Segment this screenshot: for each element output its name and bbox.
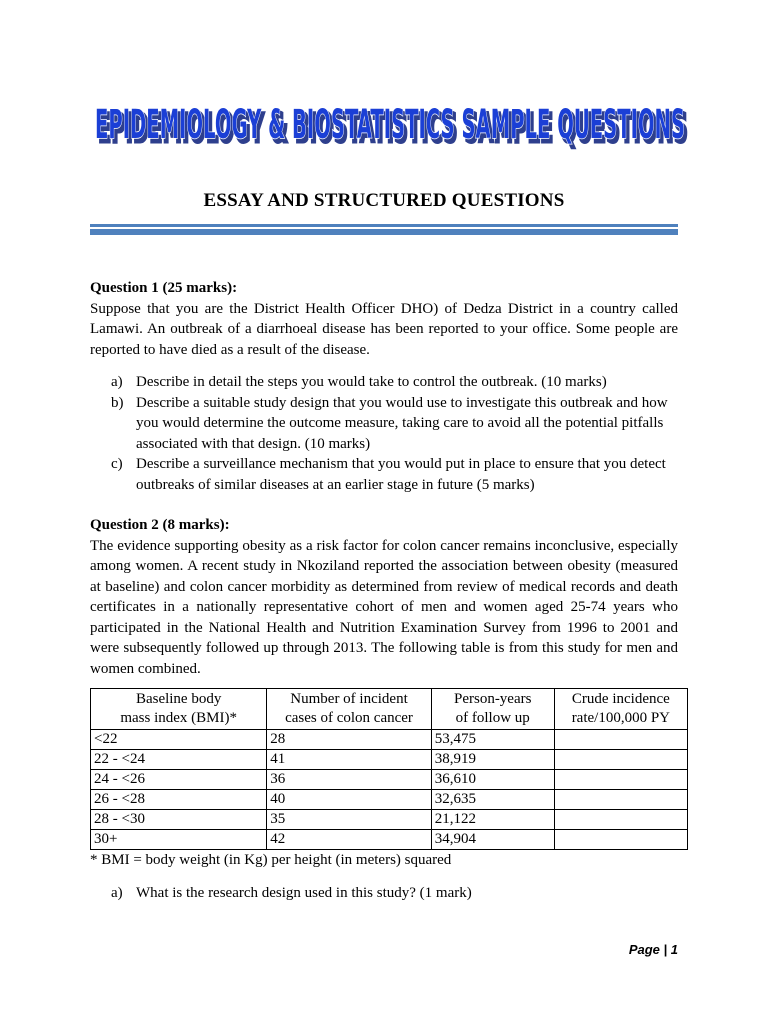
table-row [91, 830, 688, 850]
bmi-table [90, 688, 688, 850]
part-text: Describe a suitable study design that you would use to investigate this outbreak and how you would determine the outcome measure, taking care to avoid all the potential pitfalls associated with that design. (10 marks) [136, 394, 668, 452]
cell-cases: 36 [267, 770, 431, 790]
question-1 [90, 278, 678, 495]
title-banner-text: EPIDEMIOLOGY & BIOSTATISTICS SAMPLE QUESTIONS [95, 102, 685, 148]
cell-person-years: 21,122 [431, 810, 554, 830]
part-letter: a) [111, 884, 123, 901]
header-person-years [431, 689, 554, 730]
document-body [90, 278, 678, 903]
cell-cases: 35 [267, 810, 431, 830]
cell-incidence-rate [554, 810, 687, 830]
header-incidence-rate [554, 689, 687, 730]
title-banner-shadow: EPIDEMIOLOGY & BIOSTATISTICS SAMPLE QUESTIONS [98, 106, 688, 150]
cell-cases: 28 [267, 730, 431, 750]
cell-person-years: 36,610 [431, 770, 554, 790]
cell-cases: 40 [267, 790, 431, 810]
table-row [91, 770, 688, 790]
question-1-part-c [90, 454, 678, 495]
cell-bmi: 26 - <28 [91, 790, 267, 810]
cell-bmi: 30+ [91, 830, 267, 850]
table-row [91, 790, 688, 810]
title-rule-thin [90, 224, 678, 227]
part-text: What is the research design used in this study? (1 mark) [136, 884, 472, 901]
cell-incidence-rate [554, 730, 687, 750]
header-bmi [91, 689, 267, 730]
question-2 [90, 515, 678, 903]
question-2-heading: Question 2 (8 marks): [90, 517, 230, 533]
header-line: Baseline body [135, 691, 222, 707]
cell-incidence-rate [554, 830, 687, 850]
cell-cases: 42 [267, 830, 431, 850]
question-1-parts [90, 372, 678, 495]
header-line: Number of incident [290, 691, 408, 707]
table-row [91, 730, 688, 750]
table-row [91, 750, 688, 770]
cell-bmi: 28 - <30 [91, 810, 267, 830]
part-letter: c) [111, 456, 123, 472]
part-letter: a) [111, 374, 123, 390]
table-header-row [91, 689, 688, 730]
cell-person-years: 32,635 [431, 790, 554, 810]
header-line: Crude incidence [571, 691, 670, 707]
table-footnote: * BMI = body weight (in Kg) per height (in meters) squared [90, 852, 452, 868]
header-line: cases of colon cancer [285, 710, 413, 726]
title-banner-art [90, 94, 690, 150]
cell-person-years: 38,919 [431, 750, 554, 770]
question-1-part-a [90, 372, 678, 393]
part-text: Describe in detail the steps you would take to control the outbreak. (10 marks) [136, 374, 607, 390]
header-line: mass index (BMI)* [120, 710, 237, 726]
section-title: ESSAY AND STRUCTURED QUESTIONS [203, 190, 565, 211]
part-text: Describe a surveillance mechanism that you would put in place to ensure that you detect outbreaks of similar diseases at an earlier stage in future (5 marks) [136, 456, 666, 493]
question-1-part-b [90, 393, 678, 455]
question-2-part-a [90, 883, 678, 904]
question-1-heading: Question 1 (25 marks): [90, 280, 238, 296]
title-banner [90, 94, 690, 150]
question-1-body: Suppose that you are the District Health Officer DHO) of Dedza District in a country called Lamawi. An outbreak of a diarrhoeal disease has been reported to your office. Some people are reported to have died as a result of the disease. [90, 300, 678, 358]
page-number: Page | 1 [628, 942, 678, 957]
cell-bmi: 24 - <26 [91, 770, 267, 790]
question-2-body: The evidence supporting obesity as a risk factor for colon cancer remains inconclusive, especially among women. A recent study in Nkoziland reported the association between obesity (measured at baseline) and colon cancer morbidity as determined from review of medical records and death certificates in a nationally representative cohort of men and women aged 25-74 years who participated in the National Health and Nutrition Examination Survey from 1996 to 2001 and were subsequently followed up through 2013. The following table is from this study for men and women combined. [90, 537, 678, 677]
cell-bmi: <22 [91, 730, 267, 750]
header-line: rate/100,000 PY [571, 710, 671, 726]
title-rule-thick [90, 229, 678, 235]
cell-bmi: 22 - <24 [91, 750, 267, 770]
cell-incidence-rate [554, 790, 687, 810]
cell-person-years: 34,904 [431, 830, 554, 850]
header-cases [267, 689, 431, 730]
question-2-parts [90, 883, 678, 904]
cell-person-years: 53,475 [431, 730, 554, 750]
cell-incidence-rate [554, 750, 687, 770]
cell-cases: 41 [267, 750, 431, 770]
cell-incidence-rate [554, 770, 687, 790]
part-letter: b) [111, 394, 124, 411]
header-line: of follow up [455, 710, 530, 726]
header-line: Person-years [453, 691, 532, 707]
table-row [91, 810, 688, 830]
